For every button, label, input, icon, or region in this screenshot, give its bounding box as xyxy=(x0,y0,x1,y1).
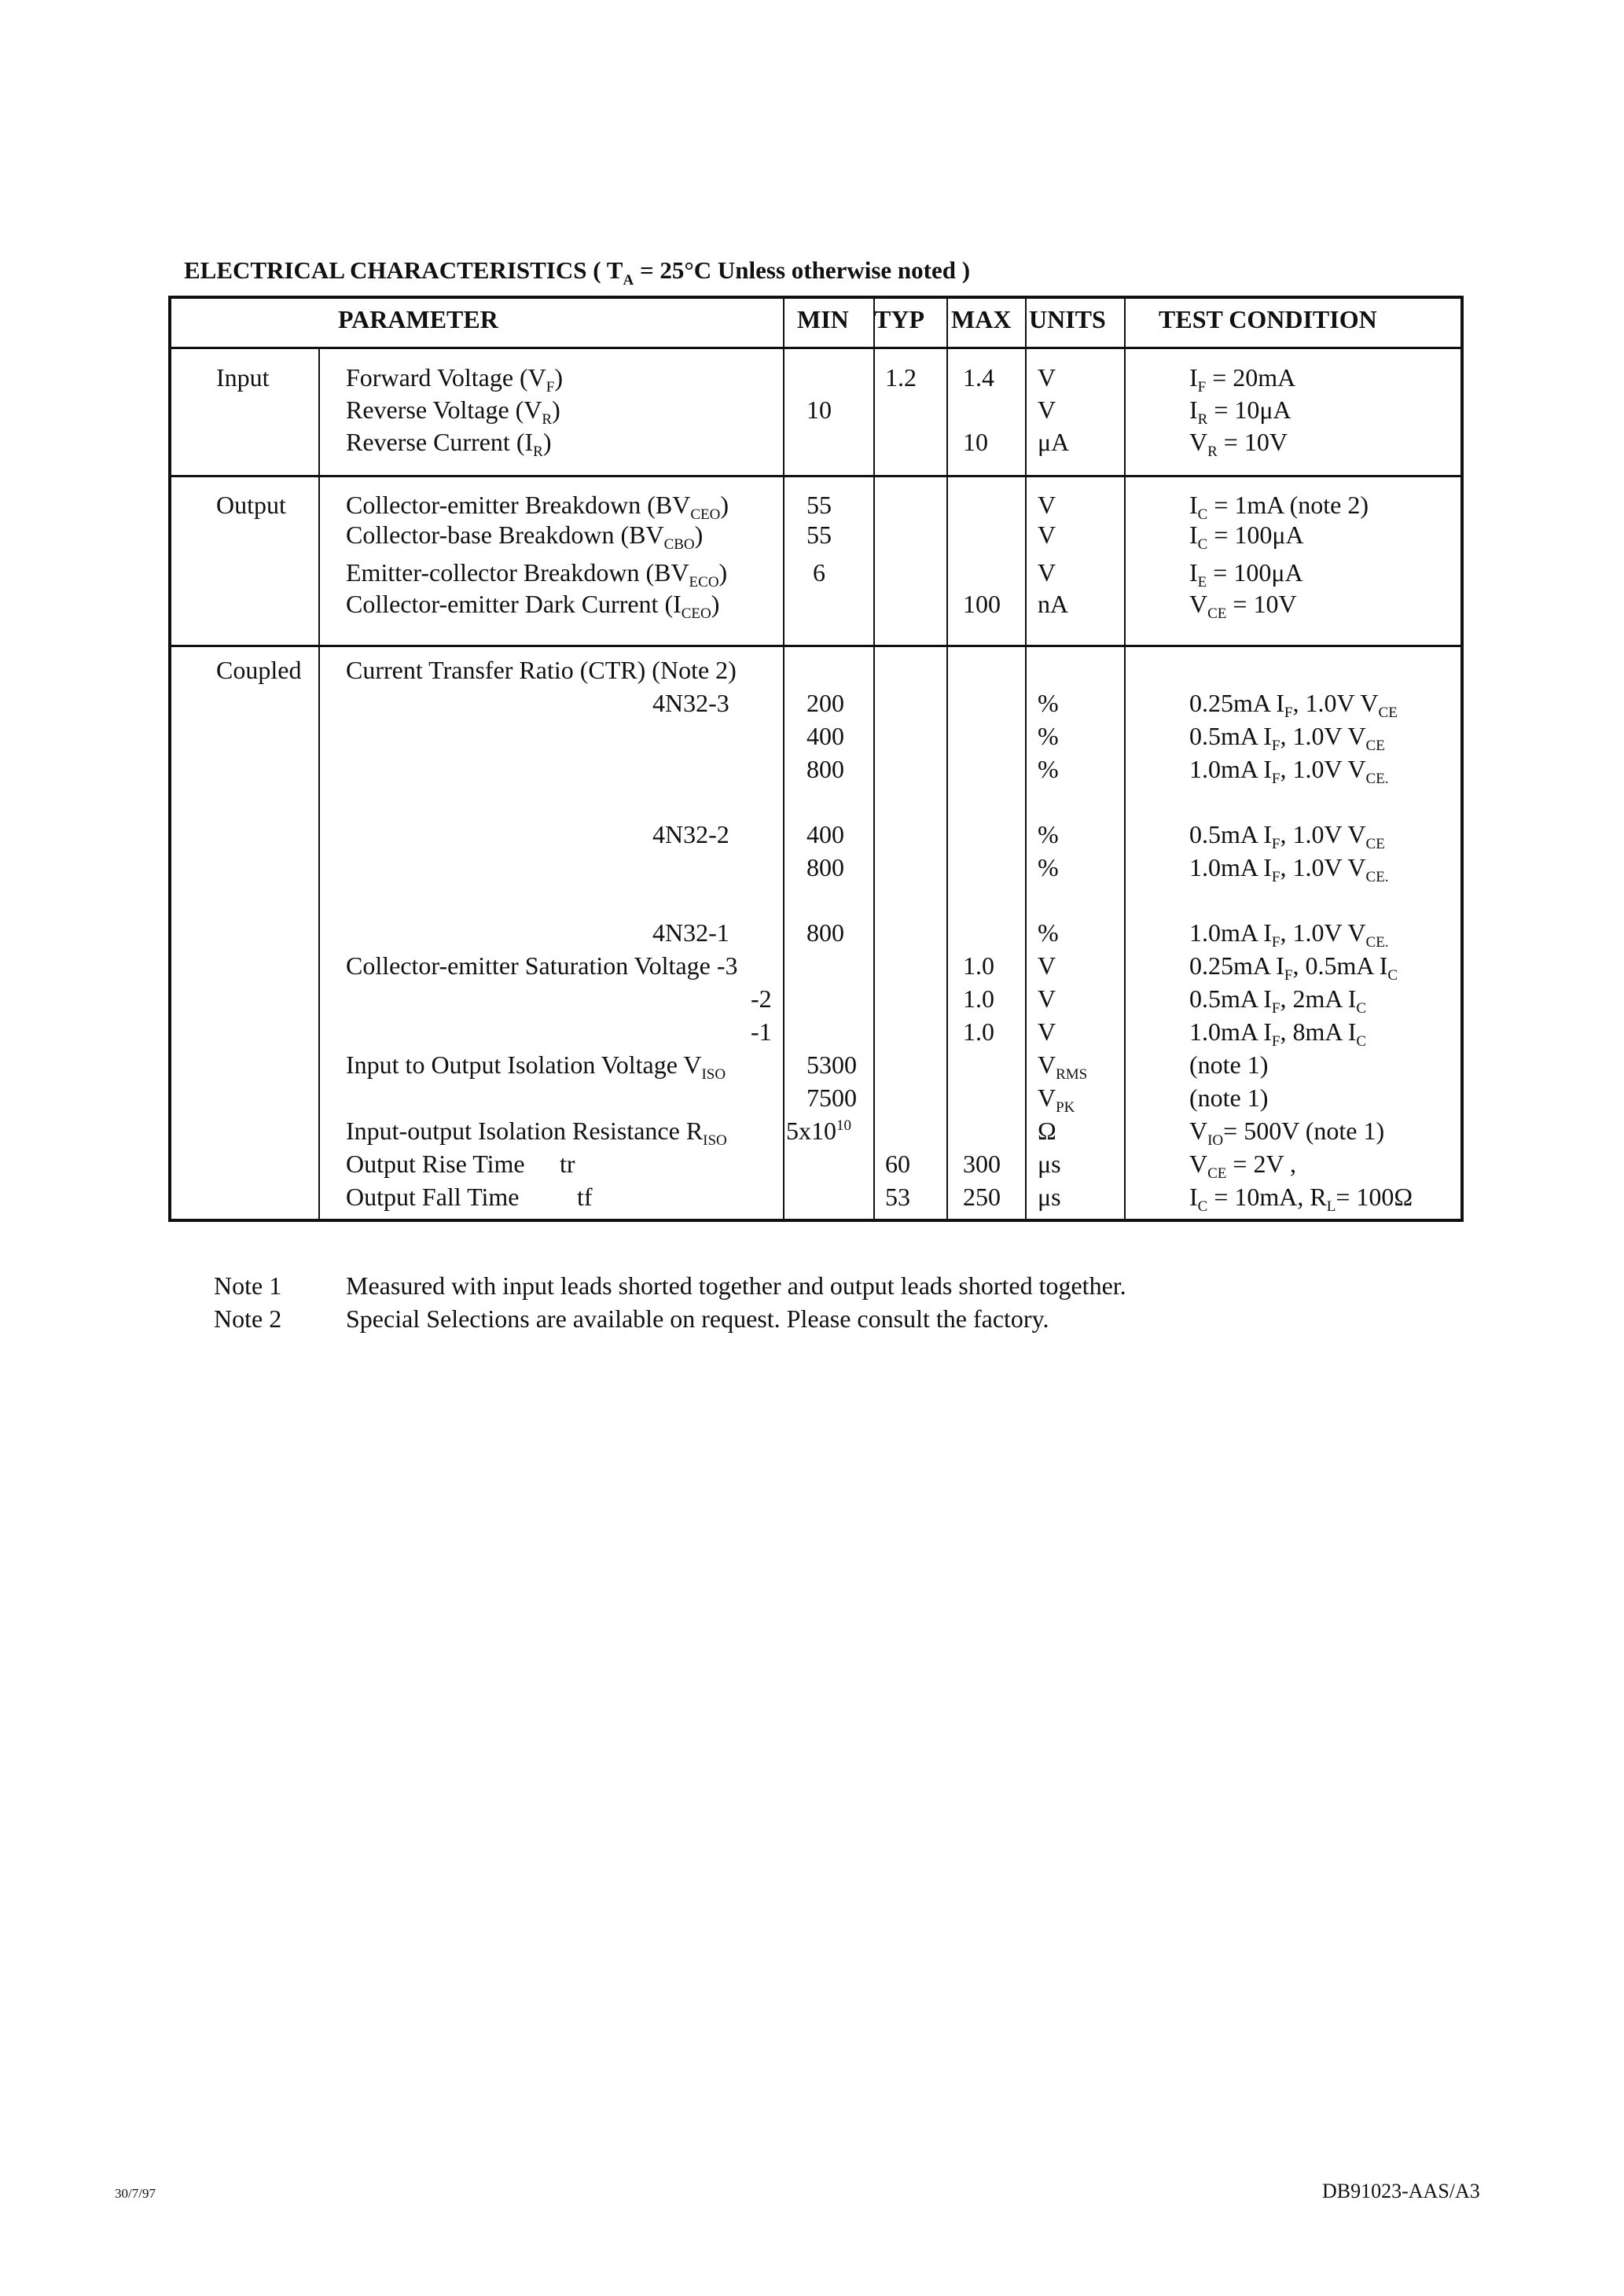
min-isolation-voltage-pk: 7500 xyxy=(806,1084,857,1112)
param-isolation-voltage: Input to Output Isolation Voltage $V_{ISO}$ xyxy=(346,1050,726,1083)
unit-ctr-3a: % xyxy=(1038,689,1059,717)
unit-ctr-1: % xyxy=(1038,918,1059,947)
group-input: Input xyxy=(216,363,270,392)
cond-forward-voltage: $I_F = 20mA$ xyxy=(1189,363,1296,396)
note-1-label: Note 1 xyxy=(214,1271,282,1300)
cond-saturation-3: 0.25mA $I_F$, 0.5mA $I_C$ xyxy=(1189,951,1398,984)
unit-fall-time: μs xyxy=(1038,1183,1061,1211)
header-typ: TYP xyxy=(874,305,924,333)
unit-bvceo: V xyxy=(1038,491,1056,519)
col-rule-units xyxy=(1124,296,1126,1222)
param-reverse-current: Reverse Current $(I_R)$ xyxy=(346,428,552,460)
unit-reverse-voltage: V xyxy=(1038,396,1056,424)
unit-isolation-voltage-rms: $V_{RMS}$ xyxy=(1038,1050,1088,1083)
min-bvceo: 55 xyxy=(806,491,832,519)
param-rise-time: Output Rise Time xyxy=(346,1150,525,1178)
unit-bvcbo: V xyxy=(1038,521,1056,549)
group-coupled: Coupled xyxy=(216,656,302,684)
param-iceo: Collector-emitter Dark Current $(I_{CEO})$ xyxy=(346,590,720,622)
cond-ctr-1: 1.0mA $I_F$, 1.0V $V_{CE.}$ xyxy=(1189,918,1389,951)
cond-isolation-voltage-rms: (note 1) xyxy=(1189,1050,1269,1079)
cond-fall-time: $I_C = 10mA$, $R_L= 100\Omega$ xyxy=(1189,1183,1413,1215)
unit-rise-time: μs xyxy=(1038,1150,1061,1178)
sym-rise-time: tr xyxy=(560,1150,575,1178)
header-test-condition: TEST CONDITION xyxy=(1159,305,1377,333)
cond-ctr-2b: 1.0mA $I_F$, 1.0V $V_{CE.}$ xyxy=(1189,853,1389,885)
cond-bveco: $I_E = 100\mu A$ xyxy=(1189,558,1303,591)
param-isolation-resistance: Input-output Isolation Resistance $R_{ISO}$ xyxy=(346,1117,727,1149)
unit-ctr-2a: % xyxy=(1038,820,1059,848)
min-ctr-3c: 800 xyxy=(806,755,844,783)
param-bvcbo: Collector-base Breakdown $(BV_{CBO})$ xyxy=(346,521,704,553)
min-ctr-2b: 800 xyxy=(806,853,844,881)
col-rule-min xyxy=(873,296,875,1222)
footer-date: 30/7/97 xyxy=(115,2186,156,2201)
label-saturation-2: -2 xyxy=(751,984,772,1013)
cond-ctr-3a: 0.25mA $I_F$, 1.0V $V_{CE}$ xyxy=(1189,689,1398,721)
min-bvcbo: 55 xyxy=(806,521,832,549)
min-bveco: 6 xyxy=(813,558,825,587)
unit-saturation-1: V xyxy=(1038,1017,1056,1046)
max-saturation-2: 1.0 xyxy=(963,984,994,1013)
sym-fall-time: tf xyxy=(577,1183,593,1211)
cond-bvceo: $I_C = 1mA$ (note 2) xyxy=(1189,491,1369,523)
param-forward-voltage: Forward Voltage $(V_F)$ xyxy=(346,363,564,396)
group-output: Output xyxy=(216,491,286,519)
unit-ctr-3c: % xyxy=(1038,755,1059,783)
param-ctr: Current Transfer Ratio (CTR) (Note 2) xyxy=(346,656,737,684)
typ-rise-time: 60 xyxy=(885,1150,910,1178)
max-saturation-1: 1.0 xyxy=(963,1017,994,1046)
typ-fall-time: 53 xyxy=(885,1183,910,1211)
param-bvceo: Collector-emitter Breakdown $(BV_{CEO})$ xyxy=(346,491,729,523)
cond-ctr-3b: 0.5mA $I_F$, 1.0V $V_{CE}$ xyxy=(1189,722,1385,754)
label-4n32-2: 4N32-2 xyxy=(652,820,729,848)
min-ctr-2a: 400 xyxy=(806,820,844,848)
min-isolation-resistance: $5x10^{10}$ xyxy=(786,1117,851,1145)
unit-ctr-3b: % xyxy=(1038,722,1059,750)
header-max: MAX xyxy=(951,305,1012,333)
row-rule-1 xyxy=(168,475,1464,477)
cond-reverse-current: $V_R = 10V$ xyxy=(1189,428,1288,460)
unit-isolation-resistance: Ω xyxy=(1038,1117,1056,1145)
param-bveco: Emitter-collector Breakdown $(BV_{ECO})$ xyxy=(346,558,728,591)
col-rule-param xyxy=(783,296,784,1222)
unit-ctr-2b: % xyxy=(1038,853,1059,881)
cond-saturation-1: 1.0mA $I_F$, 8mA $I_C$ xyxy=(1189,1017,1367,1050)
note-1-text: Measured with input leads shorted together and output leads shorted together. xyxy=(346,1271,1126,1300)
min-reverse-voltage: 10 xyxy=(806,396,832,424)
cond-iceo: $V_{CE} = 10V$ xyxy=(1189,590,1297,622)
unit-iceo: nA xyxy=(1038,590,1069,618)
cond-bvcbo: $I_C = 100\mu A$ xyxy=(1189,521,1304,553)
cond-ctr-2a: 0.5mA $I_F$, 1.0V $V_{CE}$ xyxy=(1189,820,1385,852)
header-units: UNITS xyxy=(1029,305,1106,333)
col-rule-max xyxy=(1025,296,1027,1222)
label-4n32-3: 4N32-3 xyxy=(652,689,729,717)
typ-forward-voltage: 1.2 xyxy=(885,363,917,392)
max-reverse-current: 10 xyxy=(963,428,988,456)
max-saturation-3: 1.0 xyxy=(963,951,994,980)
min-ctr-3b: 400 xyxy=(806,722,844,750)
cond-ctr-3c: 1.0mA $I_F$, 1.0V $V_{CE.}$ xyxy=(1189,755,1389,787)
min-ctr-1: 800 xyxy=(806,918,844,947)
max-fall-time: 250 xyxy=(963,1183,1001,1211)
cond-isolation-resistance: $V_{IO}= 500V$ (note 1) xyxy=(1189,1117,1385,1149)
unit-saturation-2: V xyxy=(1038,984,1056,1013)
label-4n32-1: 4N32-1 xyxy=(652,918,729,947)
table-title: ELECTRICAL CHARACTERISTICS ( $T_A = 25^\circ C$ Unless otherwise noted ) xyxy=(184,256,971,289)
param-saturation-3: Collector-emitter Saturation Voltage -3 xyxy=(346,951,738,980)
unit-reverse-current: μA xyxy=(1038,428,1070,456)
max-forward-voltage: 1.4 xyxy=(963,363,994,392)
cond-saturation-2: 0.5mA $I_F$, 2mA $I_C$ xyxy=(1189,984,1367,1017)
unit-bveco: V xyxy=(1038,558,1056,587)
row-rule-2 xyxy=(168,645,1464,647)
header-min: MIN xyxy=(797,305,849,333)
max-iceo: 100 xyxy=(963,590,1001,618)
cond-rise-time: $V_{CE} = 2V$ , xyxy=(1189,1150,1296,1182)
header-parameter: PARAMETER xyxy=(338,305,498,333)
cond-isolation-voltage-pk: (note 1) xyxy=(1189,1084,1269,1112)
col-rule-typ xyxy=(946,296,948,1222)
unit-forward-voltage: V xyxy=(1038,363,1056,392)
param-fall-time: Output Fall Time xyxy=(346,1183,520,1211)
header-rule xyxy=(168,347,1464,349)
cond-reverse-voltage: $I_R = 10\mu A$ xyxy=(1189,396,1291,428)
unit-saturation-3: V xyxy=(1038,951,1056,980)
min-isolation-voltage-rms: 5300 xyxy=(806,1050,857,1079)
min-ctr-3a: 200 xyxy=(806,689,844,717)
param-reverse-voltage: Reverse Voltage $(V_R)$ xyxy=(346,396,560,428)
col-rule-group xyxy=(318,347,320,1222)
note-2-text: Special Selections are available on request. Please consult the factory. xyxy=(346,1304,1049,1333)
max-rise-time: 300 xyxy=(963,1150,1001,1178)
note-2-label: Note 2 xyxy=(214,1304,282,1333)
unit-isolation-voltage-pk: $V_{PK}$ xyxy=(1038,1084,1075,1116)
footer-doc-number: DB91023-AAS/A3 xyxy=(1322,2180,1480,2202)
label-saturation-1: -1 xyxy=(751,1017,772,1046)
